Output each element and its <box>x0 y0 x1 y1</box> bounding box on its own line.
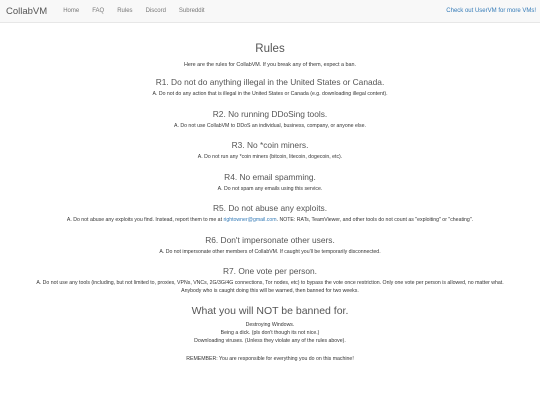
rule-text: A. Do not impersonate other members of CollabVM. If caught you'll be temporarily disconnected. <box>159 248 381 255</box>
nav-home[interactable]: Home <box>63 8 80 14</box>
rule-text-start: A. Do not abuse any exploits you find. Instead, report them to me at <box>66 217 224 224</box>
rule-text: A. Do not do any action that is illegal in the United States or Canada (e.g. downloading illegal content). <box>152 91 388 97</box>
rule-heading: R5. Do not abuse any exploits. <box>212 203 328 214</box>
navbar <box>0 0 540 23</box>
nav-uservm-link[interactable]: Check out UserVM for more VMs! <box>446 8 536 14</box>
brand-logo[interactable]: CollabVM <box>6 5 48 17</box>
rule-heading: R4. No email spamming. <box>224 171 316 182</box>
rule-heading: R7. One vote per person. <box>222 266 318 277</box>
intro-text: Here are the rules for CollabVM. If you break any of them, expect a ban. <box>184 62 356 68</box>
not-banned-item: Downloading viruses. (Unless they violate any of the rules above). <box>194 337 346 344</box>
page-title: Rules <box>255 43 285 55</box>
not-banned-title: What you will NOT be banned for. <box>191 305 349 318</box>
not-banned-item: Destroying Windows. <box>245 322 295 329</box>
remember-note: REMEMBER: You are responsible for everything you do on this machine! <box>186 355 354 362</box>
rule-heading: R3. No *coin miners. <box>231 140 309 151</box>
nav-rules[interactable]: Rules <box>117 8 133 14</box>
nav-discord[interactable]: Discord <box>145 8 166 14</box>
rule-text-end: . NOTE: RATs, TeamViewer, and other tools do not count as "exploiting" or "cheating". <box>276 217 474 224</box>
rule-text: A. Do not use any tools (including, but not limited to, proxies, VPNs, VNCs, 2G/3G/4G connections, Tor nodes, etc) to bypass the vote once restriction. Only one vote per person is allowed, no matter what. Anybody who is caught doing this will be warned, then banned for two weeks. <box>36 280 504 294</box>
rule-heading: R1. Do not do anything illegal in the United States or Canada. <box>155 77 385 87</box>
nav-faq[interactable]: FAQ <box>92 8 105 14</box>
rule-text: A. Do not spam any emails using this service. <box>217 185 323 192</box>
report-email-link[interactable]: rightowner@gmail.com <box>223 217 277 224</box>
rules-content <box>0 23 540 362</box>
rule-text <box>0 217 540 225</box>
rule-text: A. Do not run any *coin miners (bitcoin, litecoin, dogecoin, etc). <box>197 154 343 161</box>
not-banned-item: Being a dick. (pls don't though its not nice.) <box>220 330 320 337</box>
rule-heading: R2. No running DDoSing tools. <box>212 108 328 119</box>
rule-text: A. Do not use CollabVM to DDoS an individual, business, company, or anyone else. <box>174 122 366 129</box>
rule-heading: R6. Don't impersonate other users. <box>205 234 335 245</box>
nav-subreddit[interactable]: Subreddit <box>178 8 205 14</box>
